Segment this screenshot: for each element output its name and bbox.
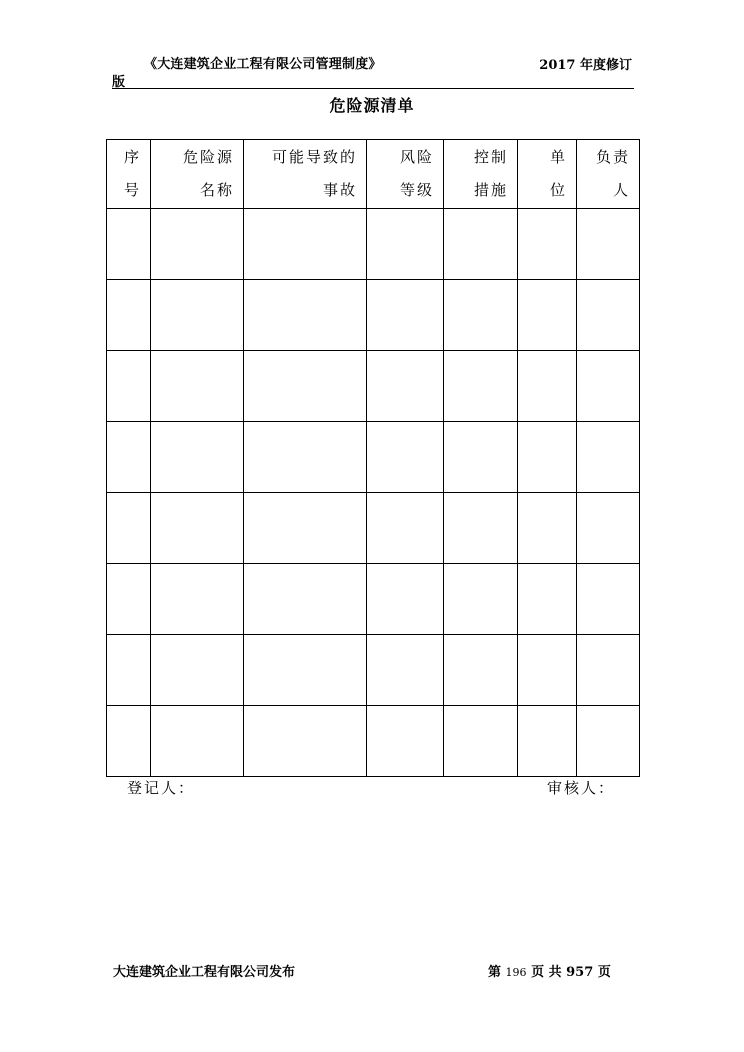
table-cell[interactable] [107, 564, 151, 635]
table-cell[interactable] [518, 706, 577, 777]
table-cell[interactable] [577, 564, 640, 635]
table-row [107, 422, 640, 493]
table-cell[interactable] [107, 422, 151, 493]
table-cell[interactable] [444, 493, 518, 564]
column-header-line: 等级 [399, 181, 434, 199]
table-cell[interactable] [518, 351, 577, 422]
table-cell[interactable] [367, 564, 444, 635]
table-cell[interactable] [244, 635, 367, 706]
table-cell[interactable] [107, 351, 151, 422]
table-cell[interactable] [444, 422, 518, 493]
column-header-line: 控制 [473, 148, 508, 166]
page-number [488, 961, 611, 980]
table-cell[interactable] [151, 422, 244, 493]
footer-publisher: 大连建筑企业工程有限公司发布 [113, 965, 296, 980]
table-cell[interactable] [244, 706, 367, 777]
table-cell[interactable] [107, 635, 151, 706]
table-cell[interactable] [518, 209, 577, 280]
table-cell[interactable] [577, 635, 640, 706]
table-cell[interactable] [518, 422, 577, 493]
table-cell[interactable] [151, 280, 244, 351]
hazard-register-table [106, 139, 640, 777]
table-cell[interactable] [151, 635, 244, 706]
table-cell[interactable] [151, 493, 244, 564]
column-header-line: 负责 [595, 148, 630, 166]
table-cell[interactable] [577, 422, 640, 493]
table-cell[interactable] [107, 209, 151, 280]
table-cell[interactable] [367, 706, 444, 777]
table-cell[interactable] [367, 351, 444, 422]
table-row [107, 564, 640, 635]
header-edition-continued: 版 [112, 75, 126, 90]
column-header-possible-accident [244, 140, 367, 209]
table-cell[interactable] [518, 280, 577, 351]
table-cell[interactable] [244, 280, 367, 351]
table-cell[interactable] [577, 351, 640, 422]
page-middle: 页 共 [531, 965, 562, 980]
table-row [107, 493, 640, 564]
table-cell[interactable] [244, 493, 367, 564]
table-cell[interactable] [444, 635, 518, 706]
column-header-line: 位 [549, 181, 567, 199]
table-row [107, 706, 640, 777]
column-header-line: 名称 [199, 181, 234, 199]
table-cell[interactable] [577, 209, 640, 280]
table-cell[interactable] [151, 564, 244, 635]
table-cell[interactable] [367, 209, 444, 280]
column-header-line: 事故 [322, 181, 357, 199]
reviewer-label: 审核人： [547, 779, 616, 797]
page-prefix: 第 [488, 965, 502, 980]
table-cell[interactable] [444, 280, 518, 351]
column-header-risk-level [367, 140, 444, 209]
table-cell[interactable] [244, 209, 367, 280]
column-header-line: 单 [549, 148, 567, 166]
table-cell[interactable] [107, 493, 151, 564]
column-header-line: 可能导致的 [271, 148, 357, 166]
table-body [107, 209, 640, 777]
table-row [107, 209, 640, 280]
column-header-control-measures [444, 140, 518, 209]
registrar-label: 登记人： [127, 779, 196, 797]
table-cell[interactable] [444, 209, 518, 280]
column-header-hazard-name [151, 140, 244, 209]
table-cell[interactable] [577, 493, 640, 564]
table-row [107, 280, 640, 351]
table-cell[interactable] [107, 706, 151, 777]
table-cell[interactable] [367, 493, 444, 564]
header-divider [112, 88, 634, 89]
table-cell[interactable] [151, 706, 244, 777]
table-cell[interactable] [244, 422, 367, 493]
table-cell[interactable] [577, 280, 640, 351]
column-header-responsible-person [577, 140, 640, 209]
table-cell[interactable] [518, 493, 577, 564]
table-cell[interactable] [367, 422, 444, 493]
column-header-line: 风险 [399, 148, 434, 166]
current-page: 196 [505, 966, 527, 979]
table-cell[interactable] [367, 635, 444, 706]
page-title: 危险源清单 [329, 96, 415, 115]
table-header-row [107, 140, 640, 209]
table-cell[interactable] [107, 280, 151, 351]
page-suffix: 页 [597, 965, 611, 980]
column-header-serial [107, 140, 151, 209]
column-header-line: 人 [612, 181, 630, 199]
table-cell[interactable] [151, 209, 244, 280]
table-row [107, 351, 640, 422]
table-cell[interactable] [444, 564, 518, 635]
table-cell[interactable] [244, 351, 367, 422]
total-pages: 957 [566, 965, 594, 980]
table-cell[interactable] [518, 564, 577, 635]
column-header-unit [518, 140, 577, 209]
table-cell[interactable] [518, 635, 577, 706]
table-cell[interactable] [577, 706, 640, 777]
column-header-line: 措施 [473, 181, 508, 199]
table-cell[interactable] [151, 351, 244, 422]
column-header-line: 序 [123, 148, 141, 166]
table-cell[interactable] [444, 351, 518, 422]
column-header-line: 号 [123, 181, 141, 199]
column-header-line: 危险源 [182, 148, 234, 166]
header-edition: 2017 年度修订 [539, 58, 632, 73]
table-cell[interactable] [367, 280, 444, 351]
table-row [107, 635, 640, 706]
header-document-title: 《大连建筑企业工程有限公司管理制度》 [144, 57, 382, 72]
table-cell[interactable] [444, 706, 518, 777]
table-cell[interactable] [244, 564, 367, 635]
